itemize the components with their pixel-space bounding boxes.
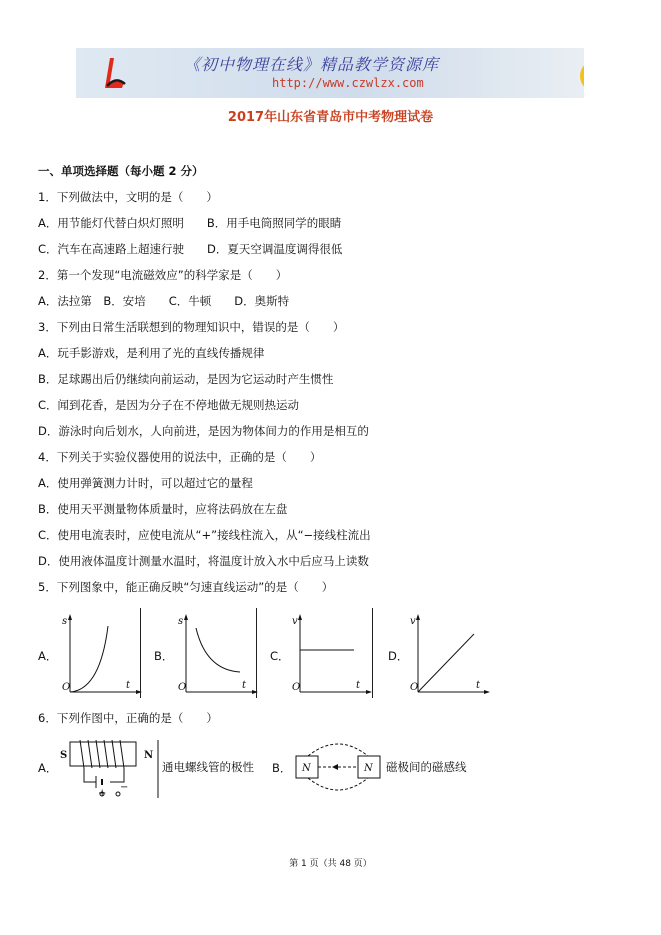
logo-icon [104, 56, 126, 90]
question-line: 3．下列由日常生活联想到的物理知识中，错误的是（ ） [38, 320, 345, 334]
question-line: 2．第一个发现“电流磁效应”的科学家是（ ） [38, 268, 288, 282]
option-b-caption: 磁极间的磁感线 [386, 760, 467, 774]
pole-n-label: N [144, 750, 154, 761]
axis-y-label: s [62, 616, 68, 627]
axis-y-label: v [410, 616, 416, 627]
option-c-label: C． [270, 649, 290, 663]
banner-slogan: 《初中物理在线》精品教学资源库 [184, 55, 440, 74]
axis-x-label: t [242, 680, 247, 691]
question-line: C．汽车在高速路上超速行驶 D．夏天空调温度调得很低 [38, 242, 343, 256]
axis-y-label: s [178, 616, 184, 627]
minus-label: − [120, 782, 129, 793]
graph-b [176, 612, 258, 696]
question-line: D．游泳时向后划水，人向前进，是因为物体间力的作用是相互的 [38, 424, 369, 438]
graph-d [408, 612, 492, 696]
axis-y-label: v [292, 616, 298, 627]
origin-label: O [410, 682, 419, 693]
plus-label: + [98, 788, 107, 799]
magnet-left-label: N [302, 763, 311, 774]
question-line: A．玩手影游戏，是利用了光的直线传播规律 [38, 346, 265, 360]
question-line: C．闻到花香，是因为分子在不停地做无规则热运动 [38, 398, 300, 412]
divider [140, 608, 141, 698]
sunflower-icon [576, 56, 584, 96]
axis-x-label: t [476, 680, 481, 691]
question-line: 1．下列做法中，文明的是（ ） [38, 190, 218, 204]
graph-a [60, 612, 142, 696]
magnet-right-label: N [364, 763, 373, 774]
graph-c [290, 612, 372, 696]
origin-label: O [292, 682, 301, 693]
solenoid-diagram [58, 738, 162, 800]
banner-url[interactable]: http://www.czwlzx.com [272, 76, 424, 90]
question-line: B．足球踢出后仍继续向前运动，是因为它运动时产生惯性 [38, 372, 334, 386]
pole-s-label: S [60, 750, 68, 761]
axis-x-label: t [356, 680, 361, 691]
origin-label: O [62, 682, 71, 693]
question-line: D．使用液体温度计测量水温时，将温度计放入水中后应马上读数 [38, 554, 369, 568]
header-banner [76, 48, 584, 98]
option-a-label: A． [38, 761, 58, 775]
option-b-label: B． [154, 649, 174, 663]
option-b-label: B． [272, 761, 292, 775]
exam-title: 2017年山东省青岛市中考物理试卷 [227, 110, 434, 125]
question-line: A．用节能灯代替白炽灯照明 B．用手电筒照同学的眼睛 [38, 216, 342, 230]
question-line: 4．下列关于实验仪器使用的说法中，正确的是（ ） [38, 450, 322, 464]
question-line: A．使用弹簧测力计时，可以超过它的量程 [38, 476, 253, 490]
page-footer: 第 1 页（共 48 页） [289, 859, 372, 869]
option-a-label: A． [38, 649, 58, 663]
question-line: C．使用电流表时，应使电流从“+”接线柱流入，从“−接线柱流出 [38, 528, 371, 542]
axis-x-label: t [126, 680, 131, 691]
question-line: A．法拉第 B．安培 C．牛顿 D．奥斯特 [38, 294, 290, 308]
section-heading: 一、单项选择题（每小题 2 分） [38, 164, 204, 178]
origin-label: O [178, 682, 187, 693]
question-line: B．使用天平测量物体质量时，应将法码放在左盘 [38, 502, 288, 516]
divider [372, 608, 373, 698]
magnet-field-diagram [292, 740, 386, 796]
question-line: 5．下列图象中，能正确反映“匀速直线运动”的是（ ） [38, 580, 334, 594]
question-line: 6．下列作图中，正确的是（ ） [38, 711, 218, 725]
option-a-caption: 通电螺线管的极性 [162, 760, 254, 774]
option-d-label: D． [388, 649, 409, 663]
divider [256, 608, 257, 698]
